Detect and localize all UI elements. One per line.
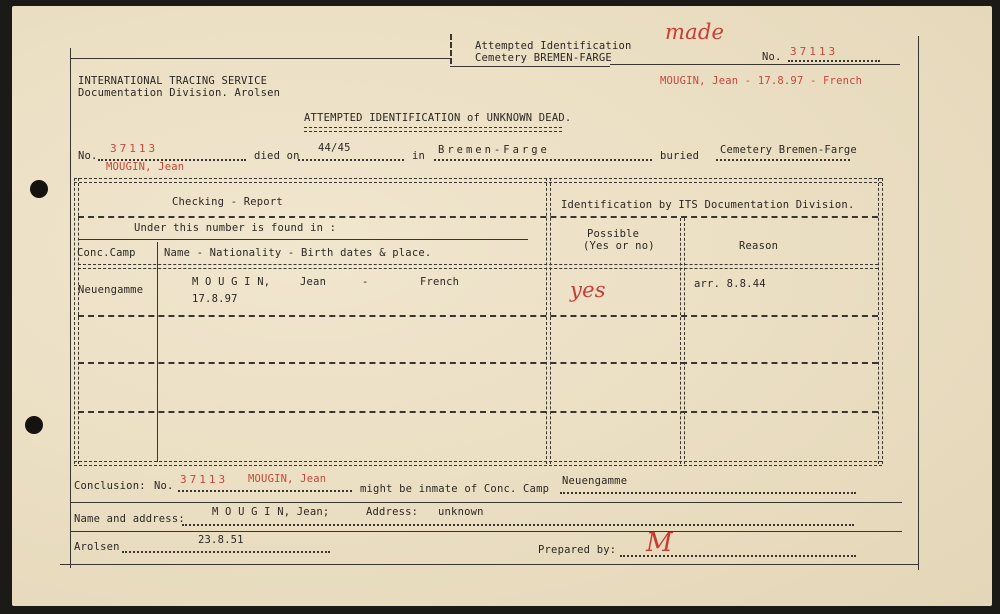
footer-date-dots: [122, 551, 330, 553]
buried-dots: [716, 159, 850, 161]
table-camp-divider: [157, 242, 158, 462]
col-possible-header-1: Possible: [587, 228, 640, 240]
conclusion-inmate-label: might be inmate of Conc. Camp: [360, 483, 550, 495]
under-number-rule: [78, 239, 528, 240]
punch-hole-bottom: [25, 416, 43, 434]
made-stamp: made: [665, 20, 725, 44]
document-title: ATTEMPTED IDENTIFICATION of UNKNOWN DEAD.: [304, 112, 572, 124]
header-person-line: MOUGIN, Jean - 17.8.97 - French: [660, 75, 863, 87]
header-box-line2: Cemetery BREMEN-FARGE: [475, 52, 612, 64]
buried-label: buried: [660, 150, 700, 162]
header-top-rule-right: [610, 64, 900, 65]
header-no-dots: [788, 60, 880, 62]
row1-reason: arr. 8.8.44: [694, 278, 766, 290]
conclusion-label: Conclusion:: [74, 480, 146, 492]
conclusion-name: MOUGIN, Jean: [248, 473, 327, 485]
identification-header: Identification by ITS Documentation Division.: [561, 199, 855, 211]
table-header-rule: [78, 216, 878, 218]
name-address-name: M O U G I N, Jean;: [212, 506, 330, 518]
header-box-bottom: [450, 66, 610, 67]
conclusion-no-value: 37113: [180, 473, 229, 486]
right-frame-line: [918, 36, 919, 570]
row1-birth: 17.8.97: [192, 293, 238, 305]
footer-date: 23.8.51: [198, 534, 244, 546]
header-no-label: No.: [762, 51, 782, 63]
document-card: [12, 6, 992, 606]
address-value: unknown: [438, 506, 484, 518]
prepared-by-initial: M: [646, 528, 673, 558]
conclusion-camp-value: Neuengamme: [562, 475, 628, 487]
table-right-border: [878, 178, 883, 464]
table-reason-divider: [680, 218, 685, 464]
died-dots: [298, 159, 404, 161]
col-camp-header: Conc.Camp: [77, 247, 136, 259]
row-rule-3: [78, 411, 878, 413]
row1-possible-yes: yes: [570, 278, 606, 302]
row-rule-2: [78, 362, 878, 364]
org-line1: INTERNATIONAL TRACING SERVICE: [78, 75, 268, 87]
table-bottom-border: [74, 461, 882, 466]
name-address-dots: [182, 524, 854, 526]
table-top-border: [74, 178, 882, 183]
col-reason-header: Reason: [739, 240, 779, 252]
conclusion-no-label: No.: [154, 480, 174, 492]
buried-value: Cemetery Bremen-Farge: [720, 144, 857, 156]
in-value: Bremen-Farge: [438, 144, 550, 156]
col-possible-header-2: (Yes or no): [583, 240, 655, 252]
header-box-line1: Attempted Identification: [475, 40, 632, 52]
checking-report-header: Checking - Report: [172, 196, 283, 208]
row1-camp: Neuengamme: [78, 284, 144, 296]
name-address-rule: [70, 531, 902, 532]
record-name: MOUGIN, Jean: [106, 161, 185, 173]
in-label: in: [412, 150, 426, 162]
under-number-label: Under this number is found in :: [134, 222, 337, 234]
org-line2: Documentation Division. Arolsen: [78, 87, 281, 99]
name-address-label: Name and address:: [74, 513, 185, 525]
conclusion-rule: [70, 502, 902, 503]
row1-firstname: Jean: [300, 276, 327, 288]
table-middle-divider: [546, 178, 551, 464]
footer-rule: [60, 564, 918, 565]
in-dots: [434, 159, 652, 161]
prepared-by-label: Prepared by:: [538, 544, 617, 556]
header-box-left: [450, 34, 452, 64]
left-frame-line: [70, 48, 71, 568]
footer-place: Arolsen: [74, 541, 120, 553]
title-underline: [304, 127, 562, 132]
table-left-border: [74, 178, 79, 464]
row1-dash: -: [362, 276, 369, 288]
row1-nationality: French: [420, 276, 460, 288]
row-rule-1: [78, 315, 878, 317]
header-top-rule-left: [70, 58, 450, 59]
punch-hole-top: [30, 180, 48, 198]
record-no-value: 37113: [110, 142, 159, 155]
address-label: Address:: [366, 506, 419, 518]
row1-surname: M O U G I N,: [192, 276, 271, 288]
header-no-value: 37113: [790, 45, 839, 58]
conclusion-camp-dots: [560, 492, 856, 494]
died-label: died on: [254, 150, 300, 162]
record-no-label: No.: [78, 150, 98, 162]
died-value: 44/45: [318, 142, 351, 154]
column-header-rule: [78, 264, 878, 269]
col-name-header: Name - Nationality - Birth dates & place.: [164, 247, 432, 259]
conclusion-no-dots: [178, 490, 352, 492]
